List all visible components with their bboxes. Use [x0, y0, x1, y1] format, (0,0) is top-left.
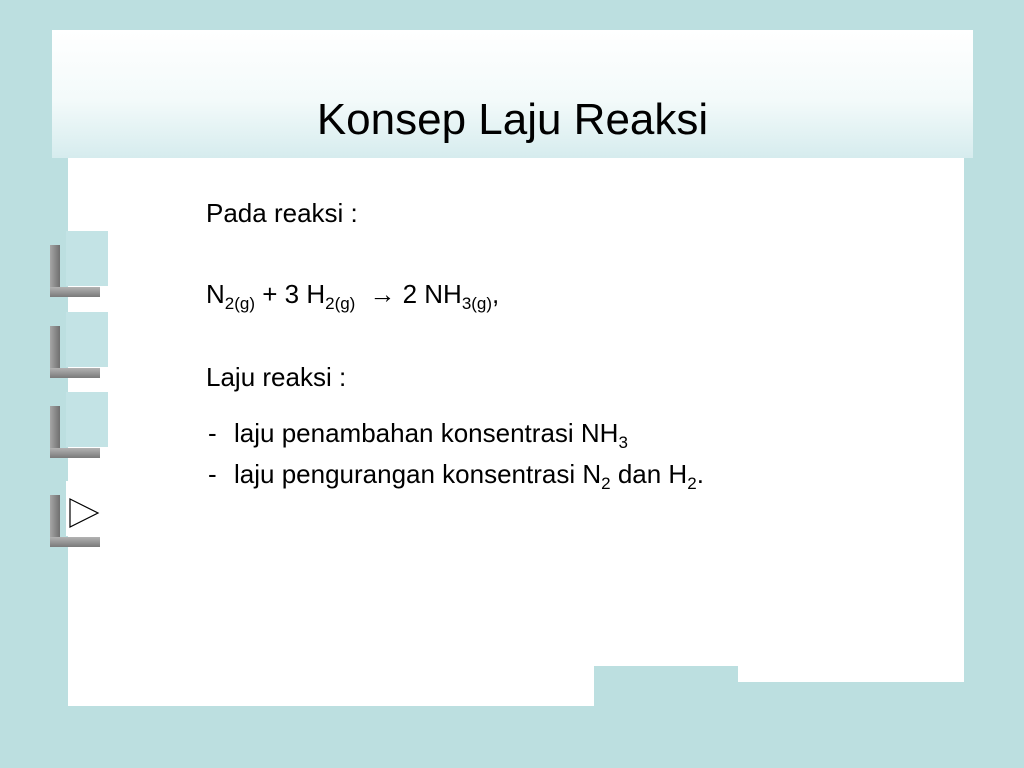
reaction-arrow-icon: →: [369, 279, 396, 309]
nav-tile: [66, 231, 108, 286]
nav-frame-horizontal: [50, 368, 100, 378]
intro-text: Pada reaksi :: [206, 198, 358, 228]
nav-tile: [66, 312, 108, 367]
nav-frame-horizontal: [50, 537, 100, 547]
title-bar: [52, 30, 973, 158]
rate-heading: Laju reaksi :: [206, 362, 347, 392]
nav-button-1[interactable]: [48, 231, 110, 299]
nav-tile: [66, 392, 108, 447]
nav-frame-horizontal: [50, 448, 100, 458]
panel-strip: [738, 682, 964, 708]
panel-notch: [594, 666, 738, 708]
reaction-equation: $N_{2(g)} + 3$ $H_{2(g)} \to 2$ $NH_{3(g)}$,: [206, 279, 500, 313]
nav-button-play[interactable]: [48, 481, 110, 549]
page-title: Konsep Laju Reaksi: [316, 95, 709, 144]
nav-button-2[interactable]: [48, 312, 110, 380]
play-icon: [68, 497, 100, 529]
nav-frame-horizontal: [50, 287, 100, 297]
nav-button-3[interactable]: [48, 392, 110, 460]
